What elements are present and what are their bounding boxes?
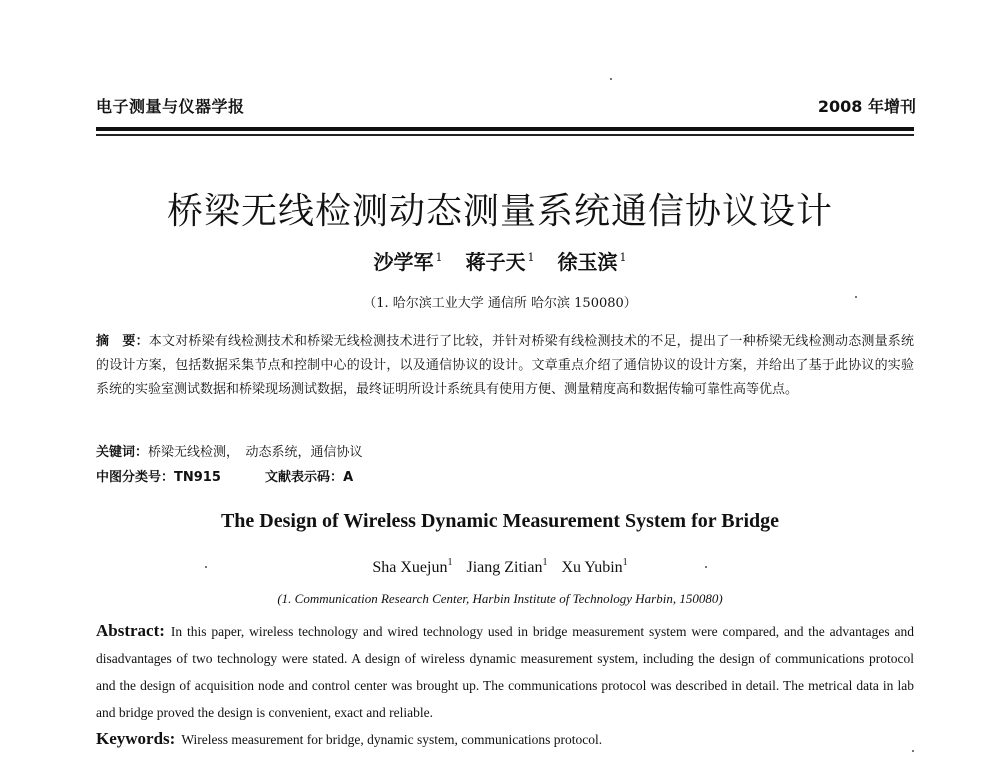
clc-value: TN915 xyxy=(174,470,221,485)
author-name: Sha Xuejun xyxy=(372,559,448,576)
scan-speck xyxy=(705,566,707,568)
scan-speck xyxy=(912,750,914,752)
chinese-abstract-label: 摘 要： xyxy=(96,334,149,349)
scan-speck xyxy=(610,78,612,80)
english-author xyxy=(561,559,627,576)
english-keywords-text: Wireless measurement for bridge, dynamic system, communications protocol. xyxy=(181,732,603,747)
affiliation-mark: 1 xyxy=(619,251,627,264)
affiliation-mark: 1 xyxy=(542,557,548,568)
affiliation-mark: 1 xyxy=(435,251,443,264)
author-name: 蒋子天 xyxy=(465,250,526,274)
doc-code-value: A xyxy=(343,470,354,485)
doc-code-label: 文献表示码： xyxy=(265,470,344,485)
english-author xyxy=(466,559,547,576)
scan-speck xyxy=(855,296,857,298)
english-abstract-text: In this paper, wireless technology and wired technology used in bridge measurement system were compared, and the advantages and disadvantages of two technology were stated. A design of wireless dynamic measurement system, including the design of communications protocol and the design of acquisition node and control center was brought up. The communications protocol was described in detail. The metrical data in lab and bridge proved the design is convenient, exact and reliable. xyxy=(96,624,914,720)
chinese-keywords-text: 桥梁无线检测， 动态系统，通信协议 xyxy=(148,445,363,460)
affiliation-mark: 1 xyxy=(527,251,535,264)
author-name: 徐玉滨 xyxy=(557,250,618,274)
chinese-keywords xyxy=(96,441,914,460)
chinese-author xyxy=(466,250,535,274)
journal-issue: 2008 年增刊 xyxy=(817,97,916,116)
chinese-author xyxy=(374,250,443,274)
english-abstract-label: Abstract: xyxy=(96,621,165,640)
classification-line xyxy=(96,466,914,485)
chinese-keywords-label: 关键词： xyxy=(96,445,149,460)
header-rule-thick xyxy=(96,127,914,131)
document-code xyxy=(265,470,353,485)
chinese-author xyxy=(557,250,626,274)
header-rule-thin xyxy=(96,134,914,136)
chinese-abstract-text: 本文对桥梁有线检测技术和桥梁无线检测技术进行了比较，并针对桥梁有线检测技术的不足，提出了一种桥梁无线检测动态测量系统的设计方案，包括数据采集节点和控制中心的设计，以及通信协议的设计。文章重点介绍了通信协议的设计方案，并给出了基于此协议的实验系统的实验室测试数据和桥梁现场测试数据，最终证明所设计系统具有使用方便、测量精度高和数据传输可靠性高等优点。 xyxy=(96,334,914,397)
english-keywords xyxy=(96,729,914,749)
english-title: The Design of Wireless Dynamic Measurement System for Bridge xyxy=(220,510,780,532)
english-abstract xyxy=(96,617,914,726)
author-name: 沙学军 xyxy=(373,250,434,274)
english-author xyxy=(372,559,452,576)
author-name: Jiang Zitian xyxy=(466,559,543,576)
english-authors xyxy=(0,557,1000,577)
affiliation-mark: 1 xyxy=(447,557,453,568)
affiliation-mark: 1 xyxy=(622,557,628,568)
clc-label: 中图分类号： xyxy=(96,470,175,485)
chinese-authors xyxy=(0,246,1000,275)
english-keywords-label: Keywords: xyxy=(96,729,176,748)
english-affiliation: (1. Communication Research Center, Harbin Institute of Technology Harbin, 150080) xyxy=(277,591,723,606)
journal-name: 电子测量与仪器学报 xyxy=(96,97,245,116)
chinese-title: 桥梁无线检测动态测量系统通信协议设计 xyxy=(166,191,833,232)
author-name: Xu Yubin xyxy=(561,559,623,576)
chinese-abstract xyxy=(96,330,914,402)
chinese-affiliation: （1. 哈尔滨工业大学 通信所 哈尔滨 150080） xyxy=(363,296,637,311)
scan-speck xyxy=(205,566,207,568)
